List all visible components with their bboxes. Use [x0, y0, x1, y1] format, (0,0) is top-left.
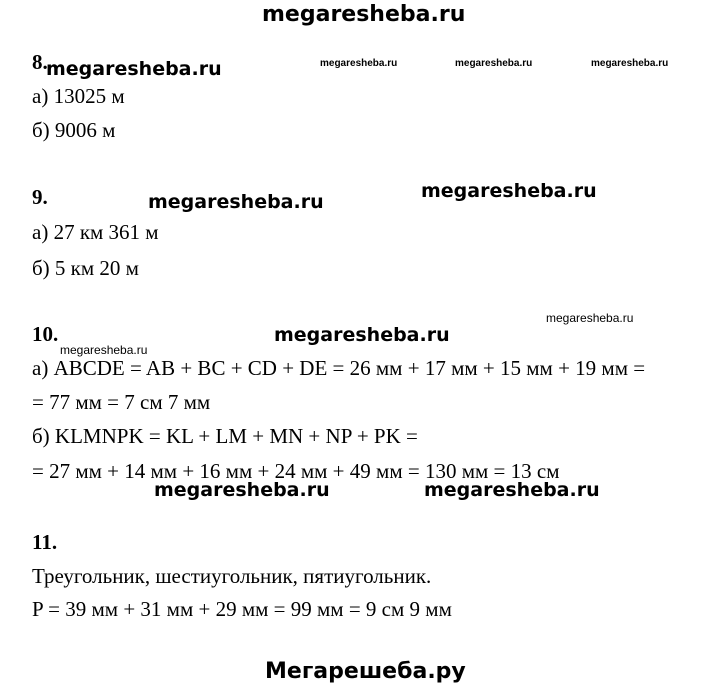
task-10-line-3: б) KLMNPK = KL + LM + MN + NP + PK = — [32, 424, 418, 448]
watermark: megaresheba.ru — [274, 324, 450, 346]
task-8-number: 8. — [32, 50, 48, 74]
watermark: megaresheba.ru — [154, 479, 330, 501]
task-9-line-a: а) 27 км 361 м — [32, 220, 159, 244]
watermark: megaresheba.ru — [591, 58, 669, 69]
watermark: megaresheba.ru — [424, 479, 600, 501]
task-11-line-2: P = 39 мм + 31 мм + 29 мм = 99 мм = 9 см 9 мм — [32, 597, 452, 621]
task-8-line-b: б) 9006 м — [32, 118, 116, 142]
task-9-number: 9. — [32, 185, 48, 209]
task-10-line-4: = 27 мм + 14 мм + 16 мм + 24 мм + 49 мм = 130 мм = 13 см — [32, 459, 560, 483]
task-9-line-b: б) 5 км 20 м — [32, 256, 139, 280]
watermark: megaresheba.ru — [46, 58, 222, 80]
footer-title: Мегарешеба.ру — [265, 659, 466, 684]
watermark: megaresheba.ru — [60, 343, 148, 357]
watermark: megaresheba.ru — [546, 311, 634, 325]
task-10-line-1: а) ABCDE = AB + BC + CD + DE = 26 мм + 17 мм + 15 мм + 19 мм = — [32, 356, 646, 380]
watermark: megaresheba.ru — [320, 58, 398, 69]
task-11-line-1: Треугольник, шестиугольник, пятиугольник. — [32, 564, 432, 588]
task-10-number: 10. — [32, 322, 59, 346]
watermark: megaresheba.ru — [421, 180, 597, 202]
task-10-line-2: = 77 мм = 7 см 7 мм — [32, 390, 211, 414]
watermark: megaresheba.ru — [148, 191, 324, 213]
site-title: megaresheba.ru — [262, 2, 466, 27]
task-8-line-a: а) 13025 м — [32, 84, 125, 108]
task-11-number: 11. — [32, 530, 58, 554]
watermark: megaresheba.ru — [455, 58, 533, 69]
